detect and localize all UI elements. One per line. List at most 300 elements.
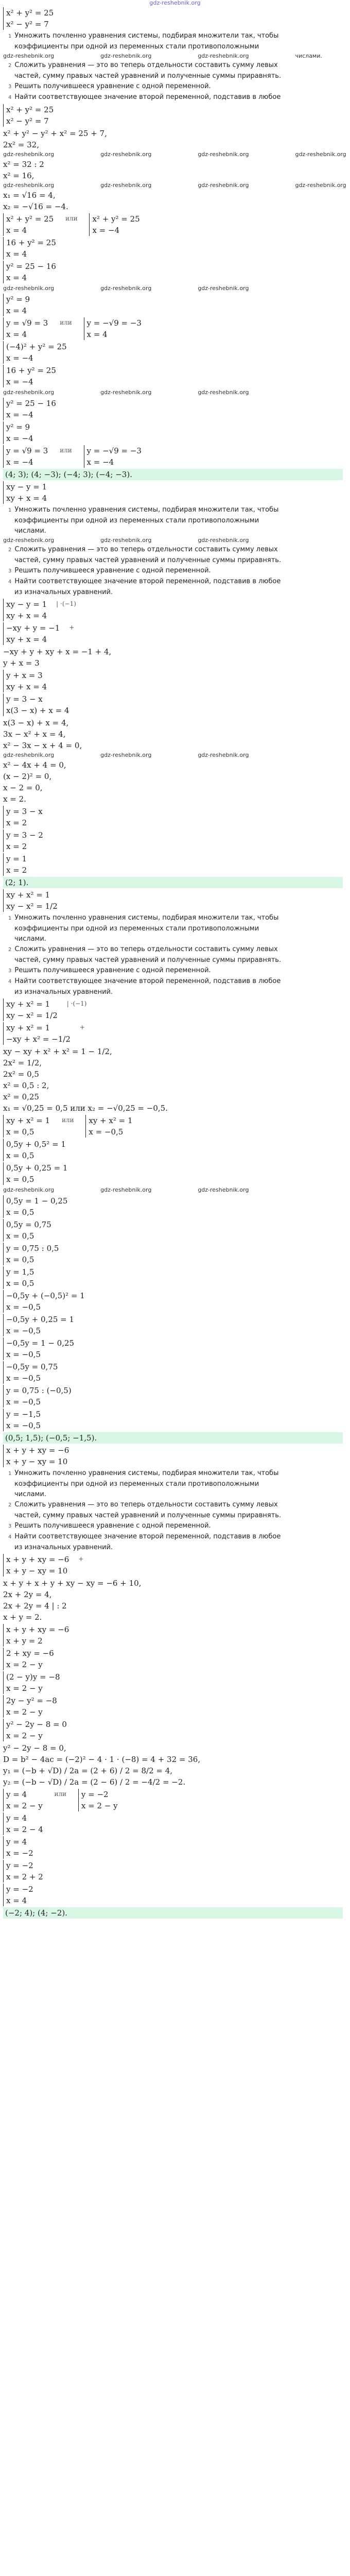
step-number: 2 (8, 1502, 12, 1508)
task2-system (3, 481, 343, 504)
math-text: gdz-reshebnik.org (3, 151, 55, 158)
step-number: 3 (8, 84, 12, 90)
math-text: x = 4 (86, 330, 108, 339)
equation-system (85, 1115, 132, 1138)
step-3 (3, 81, 343, 92)
equation-system (84, 445, 142, 468)
step-text (3, 545, 343, 555)
equation-block (3, 1671, 343, 1694)
math-text: Умножить почленно уравнения системы, подбирая множители так, чтобы (14, 1469, 279, 1477)
equation-system (3, 1337, 74, 1360)
equation-block (3, 622, 343, 645)
task1-system (3, 7, 343, 30)
equation-block (3, 1695, 343, 1718)
step-2 (3, 60, 343, 71)
separator-text: + (69, 624, 75, 631)
equation-system (3, 670, 47, 692)
equation-system (3, 1719, 67, 1741)
math-line: 2x² = 0,5 (3, 1070, 39, 1079)
math-text: y = 3 − x (6, 807, 43, 816)
math-text: 16 + y² = 25 (6, 238, 56, 247)
step-text (3, 944, 343, 955)
equation-system (3, 1836, 33, 1859)
math-text: xy − x² = 1/2 (6, 902, 58, 911)
equation-block (3, 1624, 343, 1647)
math-text: y = 0,75 : 0,5 (6, 1244, 59, 1253)
math-line: x² − 4x + 4 = 0, (3, 760, 66, 770)
equation-block (3, 317, 343, 340)
math-text: y = −√9 = −3 (86, 318, 142, 328)
math-text: Умножить почленно уравнения системы, подбирая множители так, чтобы (14, 32, 279, 40)
equation-block (3, 237, 343, 260)
equation-system (3, 1139, 66, 1161)
step-text-continued: частей, сумму правых частей уравнений и полученные суммы приравнять. (14, 1512, 282, 1519)
math-line: y + x = 3 (3, 658, 40, 668)
math-line: x = 2. (3, 794, 26, 804)
math-text: gdz-reshebnik.org (100, 285, 152, 292)
math-text: y² = 9 (6, 422, 30, 432)
step-text-continued: коэффициенты при одной из переменных стали противоположными (14, 925, 259, 933)
math-text: x = 4 (6, 1896, 27, 1905)
step-number: 4 (8, 579, 12, 585)
math-text: gdz-reshebnik.org (3, 53, 55, 59)
equation-system (3, 1361, 58, 1384)
step-text (3, 1500, 343, 1511)
math-text: x + y + xy = −6 (6, 1446, 69, 1455)
math-text: xy + x = 4 (6, 494, 47, 503)
math-text: Сложить уравнения — это во теперь отдельности составить сумму левых (14, 945, 278, 953)
step-text (3, 566, 343, 577)
math-line: −xy + y + xy + x = −1 + 4, (3, 647, 112, 656)
equation-block (3, 853, 343, 876)
math-text: x = −4 (6, 434, 33, 443)
math-text: xy + x² = 1 (6, 1023, 50, 1032)
math-text: Решить получившееся уравнение с одной переменной. (14, 967, 211, 974)
math-text: x = −4 (6, 410, 33, 419)
math-text: y² = 25 − 16 (6, 399, 56, 408)
math-text: x = 2 − y (6, 1707, 43, 1717)
math-text: y² = 25 − 16 (6, 262, 56, 271)
equation-block (3, 693, 343, 716)
math-text: 0,5y + 0,25 = 1 (6, 1163, 68, 1173)
math-text: Решить получившееся уравнение с одной переменной. (14, 82, 211, 90)
math-text: x² + y² = 25 (6, 8, 54, 18)
math-line: x(3 − x) + x = 4, (3, 718, 69, 727)
math-line: x₂ = −√16 = −4. (3, 202, 68, 211)
math-text: числами. (295, 53, 322, 59)
step-text-continued: числами. (14, 527, 46, 535)
math-text: x = −4 (6, 377, 33, 386)
equation-system (3, 1789, 43, 1811)
equation-block (3, 294, 343, 316)
math-text: gdz-reshebnik.org (3, 537, 55, 544)
equation-block (3, 806, 343, 828)
math-text: Решить получившееся уравнение с одной переменной. (14, 567, 211, 574)
step-text (3, 976, 343, 987)
step-number: 3 (8, 568, 12, 574)
math-text: x = 2 − y (6, 1660, 43, 1669)
math-text: y + x = 3 (6, 671, 43, 680)
math-text: gdz-reshebnik.org (198, 53, 249, 59)
watermark-row (3, 150, 346, 159)
equation-block (3, 1648, 343, 1670)
math-text: Найти соответствующее значение второй переменной, подставив в любое (14, 1533, 281, 1540)
math-line: xy − xy + x² + x² = 1 − 1/2, (3, 1047, 112, 1056)
separator-text: + (79, 1024, 85, 1031)
equation-system (3, 261, 56, 283)
equation-system (3, 889, 58, 912)
math-text: y = 1,5 (6, 1267, 34, 1277)
math-text: y = 4 (6, 1837, 27, 1846)
math-text: Сложить уравнения — это во теперь отдельности составить сумму левых (14, 546, 278, 553)
separator-text: + (78, 1555, 84, 1563)
equation-block (3, 1884, 343, 1906)
math-text: x = 4 (6, 249, 27, 259)
watermark-row (3, 52, 343, 60)
math-text: gdz-reshebnik.org (198, 389, 249, 396)
equation-system (3, 806, 43, 828)
math-line: 2x² = 32, (3, 140, 39, 149)
step-text-continued: частей, сумму правых частей уравнений и полученные суммы приравнять. (14, 956, 282, 964)
equation-block (3, 1836, 343, 1859)
math-text: x² − y² = 7 (6, 20, 49, 29)
math-line: 2x² = 1/2, (3, 1058, 42, 1067)
math-text: 0,5y + 0,5² = 1 (6, 1140, 66, 1149)
equation-block (3, 1812, 343, 1835)
math-text: x = 0,5 (6, 1175, 34, 1184)
equation-system (78, 1789, 118, 1811)
math-line: x₁ = √16 = 4, (3, 191, 56, 200)
math-text: x² − y² = 7 (6, 116, 49, 126)
math-text: y = −1,5 (6, 1410, 41, 1419)
math-text: gdz-reshebnik.org (100, 1187, 152, 1193)
equation-block (3, 998, 343, 1021)
math-text: gdz-reshebnik.org (100, 389, 152, 396)
math-text: xy − y = 1 (6, 600, 47, 609)
math-text: x = 0,5 (6, 1255, 34, 1264)
step-text-continued: числами. (14, 935, 46, 943)
math-text: gdz-reshebnik.org (198, 182, 249, 189)
equation-system (3, 365, 56, 387)
site-link[interactable]: gdz-reshebnik.org (149, 0, 201, 6)
task1-split (3, 213, 343, 236)
math-text: x = 4 (6, 226, 27, 235)
math-text: x = 2 − y (6, 1731, 43, 1740)
equation-block (3, 261, 343, 283)
math-text: x = 2 (6, 866, 27, 875)
equation-system (3, 104, 54, 127)
equation-system (3, 445, 48, 468)
math-text: x = 2 − y (6, 1801, 43, 1810)
step-text-continued: частей, сумму правых частей уравнений и полученные суммы приравнять. (14, 72, 282, 80)
step-number: 2 (8, 947, 12, 953)
step-number: 2 (8, 547, 12, 553)
equation-block (3, 1554, 343, 1577)
equation-block (3, 829, 343, 852)
equation-block (3, 1385, 343, 1408)
equation-system (84, 317, 142, 340)
math-text: xy − x² = 1/2 (6, 1011, 58, 1020)
math-text: 16 + y² = 25 (6, 366, 56, 375)
equation-system (3, 398, 56, 420)
math-text: x = −4 (6, 457, 33, 467)
math-text: gdz-reshebnik.org (100, 182, 152, 189)
equation-system (3, 1243, 59, 1265)
watermark-row (3, 751, 343, 759)
equation-block (3, 365, 343, 387)
math-text: x = −0,5 (6, 1350, 41, 1359)
equation-system (3, 1022, 71, 1045)
equation-block (3, 1139, 343, 1161)
math-text: x² + y² = 25 (6, 214, 54, 224)
math-line: x − 2 = 0, (3, 783, 43, 792)
math-line: x² = 0,25 (3, 1092, 39, 1101)
step-text-continued: из изначальных уравнений. (14, 1544, 113, 1551)
task4-system (3, 1445, 343, 1467)
math-text: gdz-reshebnik.org (100, 151, 152, 158)
step-1 (3, 31, 343, 42)
math-text: y = −2 (81, 1790, 109, 1799)
equation-system (3, 1409, 41, 1431)
math-text: 0,5y = 1 − 0,25 (6, 1196, 68, 1206)
math-text: y = √9 = 3 (6, 318, 48, 328)
separator-text: или (65, 215, 78, 222)
task2-answer: (2; 1). (3, 877, 343, 888)
equation-block (3, 599, 343, 621)
math-text: −0,5y + (−0,5)² = 1 (6, 1291, 85, 1300)
math-text: −xy + x² = −1/2 (6, 1035, 71, 1044)
math-text: gdz-reshebnik.org (100, 53, 152, 59)
math-text: (−4)² + y² = 25 (6, 342, 67, 351)
math-text: x + y + xy = −6 (6, 1555, 69, 1564)
equation-block (3, 1719, 343, 1741)
step-number: 1 (8, 507, 12, 513)
math-text: x² + y² = 25 (92, 214, 140, 224)
separator-text: или (60, 447, 72, 454)
math-line: y₂ = (−b − √D) / 2a = (2 − 6) / 2 = −4/2 = −2. (3, 1777, 186, 1787)
math-text: xy + x² = 1 (6, 999, 50, 1009)
equation-system (3, 1671, 60, 1694)
equation-block (3, 1162, 343, 1185)
equation-block (3, 1115, 343, 1138)
math-text: −0,5y + 0,25 = 1 (6, 1315, 75, 1324)
watermark-row (3, 181, 346, 190)
equation-block (3, 1243, 343, 1265)
math-text: gdz-reshebnik.org (198, 537, 249, 544)
math-text: gdz-reshebnik.org (3, 285, 55, 292)
equation-block (3, 1219, 343, 1242)
step-4 (3, 92, 343, 103)
equation-system (3, 1385, 72, 1408)
math-text: y = 4 (6, 1790, 27, 1799)
math-text: x = 4 (6, 273, 27, 282)
math-text: x = 2 (6, 842, 27, 851)
equation-system (3, 341, 67, 364)
equation-block (3, 398, 343, 420)
math-line: 2x + 2y = 4 | : 2 (3, 1601, 67, 1611)
equation-block (3, 1860, 343, 1883)
equation-system (3, 829, 43, 852)
step-text (3, 1468, 343, 1479)
step-text (3, 1521, 343, 1532)
equation-system (3, 693, 69, 716)
math-text: y = −2 (6, 1861, 33, 1870)
step-text (3, 965, 343, 976)
equation-block (3, 1409, 343, 1431)
math-text: x = 2 − y (81, 1801, 118, 1810)
step-number: 1 (8, 1471, 12, 1477)
math-text: x + y − xy = 10 (6, 1566, 68, 1575)
math-line: D = b² − 4ac = (−2)² − 4 · 1 · (−8) = 4 + 32 = 36, (3, 1755, 201, 1764)
math-text: x = −4 (92, 226, 120, 235)
step-text-continued: из изначальных уравнений. (14, 988, 113, 996)
equation-system (3, 853, 27, 876)
math-text: y = 4 (6, 1814, 27, 1823)
math-text: x = 4 (6, 306, 27, 315)
math-text: Сложить уравнения — это во теперь отдельности составить сумму левых (14, 61, 278, 69)
step-number: 3 (8, 1523, 12, 1529)
equation-block (3, 1337, 343, 1360)
math-text: gdz-reshebnik.org (198, 752, 249, 758)
watermark-row (3, 388, 343, 397)
math-text: xy + x = 4 (6, 635, 47, 644)
equation-block (3, 1290, 343, 1313)
equation-system (3, 7, 54, 30)
math-text: gdz-reshebnik.org (3, 389, 55, 396)
math-text: x = 0,5 (6, 1279, 34, 1288)
math-line: x + y = 2. (3, 1613, 42, 1622)
math-text: Найти соответствующее значение второй переменной, подставив в любое (14, 977, 281, 985)
equation-system (3, 294, 30, 316)
math-line: y² − 2y − 8 = 0, (3, 1743, 66, 1753)
math-text: y² − 2y − 8 = 0 (6, 1720, 67, 1729)
math-text: Умножить почленно уравнения системы, подбирая множители так, чтобы (14, 914, 279, 922)
math-text: x = −4 (6, 353, 33, 363)
math-text: x = −2 (6, 1849, 33, 1858)
math-line: x² = 0,5 : 2, (3, 1081, 49, 1090)
equation-system (3, 1695, 57, 1718)
math-text: gdz-reshebnik.org (3, 752, 55, 758)
math-line: 3x − x² + x = 4, (3, 730, 66, 739)
math-text: gdz-reshebnik.org (198, 151, 249, 158)
math-text: gdz-reshebnik.org (295, 182, 346, 189)
equation-system (3, 1648, 54, 1670)
equation-system (3, 481, 47, 504)
step-text (3, 577, 343, 587)
equation-block (3, 1361, 343, 1384)
math-text: x = 0,5 (6, 1231, 34, 1241)
math-line: x₁ = √0,25 = 0,5 или x₂ = −√0,25 = −0,5. (3, 1104, 168, 1113)
task3-system (3, 889, 343, 912)
math-text: xy + x² = 1 (6, 1116, 50, 1125)
step-number: 4 (8, 1534, 12, 1540)
math-text: x = 2 (6, 818, 27, 827)
equation-block (3, 445, 343, 468)
equation-system (3, 1115, 50, 1138)
math-text: x = −0,5 (6, 1374, 41, 1383)
math-line: (x − 2)² = 0, (3, 772, 52, 781)
math-text: x² + y² = 25 (6, 105, 54, 114)
equation-system (3, 237, 56, 260)
equation-block (3, 104, 343, 127)
equation-block (3, 341, 343, 364)
math-text: x = −0,5 (6, 1421, 41, 1430)
equation-system (3, 213, 54, 236)
separator-text: или (61, 1116, 74, 1124)
equation-system (3, 421, 33, 444)
watermark-row (3, 536, 343, 545)
math-line: x² = 32 : 2 (3, 160, 44, 169)
math-text: xy + x = 4 (6, 611, 47, 620)
math-text: (2 − y)y = −8 (6, 1672, 60, 1682)
math-text: Умножить почленно уравнения системы, подбирая множители так, чтобы (14, 506, 279, 514)
equation-system (3, 1266, 34, 1289)
equation-block (3, 1789, 343, 1811)
equation-system (3, 1624, 69, 1647)
math-text: gdz-reshebnik.org (198, 285, 249, 292)
math-text: y = −2 (6, 1885, 33, 1894)
math-text: y = √9 = 3 (6, 446, 48, 455)
step-text-continued: коэффициенты при одной из переменных стали противоположными (14, 517, 259, 524)
step-text (3, 913, 343, 924)
math-text: −0,5y = 0,75 (6, 1362, 58, 1371)
math-text: Сложить уравнения — это во теперь отдельности составить сумму левых (14, 1501, 278, 1509)
math-text: Найти соответствующее значение второй переменной, подставив в любое (14, 93, 281, 101)
equation-system (3, 1860, 43, 1883)
math-text: gdz-reshebnik.org (295, 151, 346, 158)
math-text: x + y = 2 (6, 1636, 43, 1646)
math-text: x + y − xy = 10 (6, 1457, 68, 1466)
step-text (3, 505, 343, 516)
equation-block (3, 1266, 343, 1289)
separator-text: | ·(−1) (66, 1000, 87, 1007)
math-text: 2 + xy = −6 (6, 1649, 54, 1658)
math-line: 2x + 2y = 4, (3, 1590, 52, 1599)
math-text: y = 3 − 2 (6, 831, 43, 840)
math-text: xy + x² = 1 (6, 890, 50, 900)
math-text: y = −√9 = −3 (86, 446, 142, 455)
step-text-continued: частей, сумму правых частей уравнений и полученные суммы приравнять. (14, 556, 282, 564)
math-text: gdz-reshebnik.org (3, 182, 55, 189)
math-text: gdz-reshebnik.org (3, 1187, 55, 1193)
math-text: y = 3 − x (6, 694, 43, 704)
math-line: x + y + x + y + xy − xy = −6 + 10, (3, 1579, 142, 1588)
equation-system (3, 1290, 85, 1313)
math-line: y₁ = (−b + √D) / 2a = (2 + 6) / 2 = 8/2 = 4, (3, 1766, 173, 1775)
step-text-continued: из изначальных уравнений. (14, 588, 113, 596)
watermark-row (3, 284, 343, 293)
equation-system (3, 1219, 51, 1242)
equation-system (3, 1812, 43, 1835)
math-text: gdz-reshebnik.org (198, 1187, 249, 1193)
math-text: −xy + y = −1 (6, 623, 60, 633)
math-text: y² = 9 (6, 295, 30, 304)
step-number: 2 (8, 63, 12, 69)
math-text: x(3 − x) + x = 4 (6, 706, 69, 715)
math-text: xy − y = 1 (6, 482, 47, 492)
math-text: xy + x² = 1 (89, 1116, 133, 1125)
equation-system (3, 1884, 33, 1906)
equation-block (3, 670, 343, 692)
equation-system (3, 317, 48, 340)
math-text: x = 2 + 2 (6, 1872, 43, 1882)
equation-block (3, 1022, 343, 1045)
math-text: x = 4 (6, 330, 27, 339)
equation-system (3, 1445, 69, 1467)
math-text: 0,5y = 0,75 (6, 1220, 51, 1229)
step-number: 4 (8, 979, 12, 985)
task3-answer: (0,5; 1,5); (−0,5; −1,5). (3, 1432, 343, 1444)
